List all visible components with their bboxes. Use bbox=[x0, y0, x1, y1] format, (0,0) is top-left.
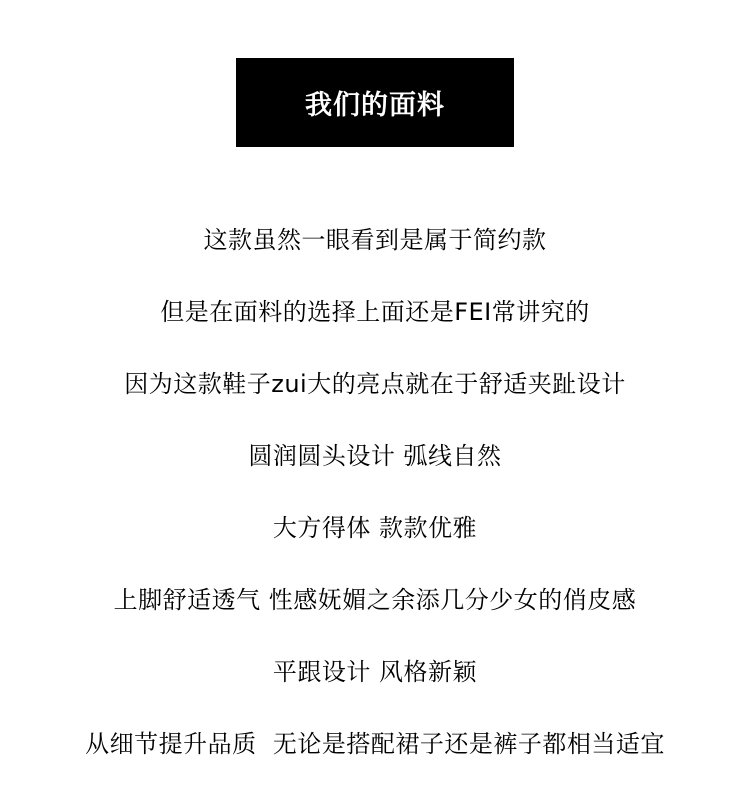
description-line: 圆润圆头设计 弧线自然 bbox=[248, 442, 502, 470]
description-line: 平跟设计 风格新颖 bbox=[272, 658, 478, 686]
description-line: 上脚舒适透气 性感妩媚之余添几分少女的俏皮感 bbox=[113, 586, 637, 614]
description-line: 但是在面料的选择上面还是FEI常讲究的 bbox=[160, 298, 590, 326]
description-line: 从细节提升品质 无论是搭配裙子还是裤子都相当适宜 bbox=[85, 730, 665, 758]
section-title: 我们的面料 bbox=[305, 90, 445, 121]
description-line: 大方得体 款款优雅 bbox=[272, 514, 478, 542]
description-line: 这款虽然一眼看到是属于简约款 bbox=[203, 226, 547, 254]
description-line: 因为这款鞋子zui大的亮点就在于舒适夹趾设计 bbox=[124, 370, 626, 398]
